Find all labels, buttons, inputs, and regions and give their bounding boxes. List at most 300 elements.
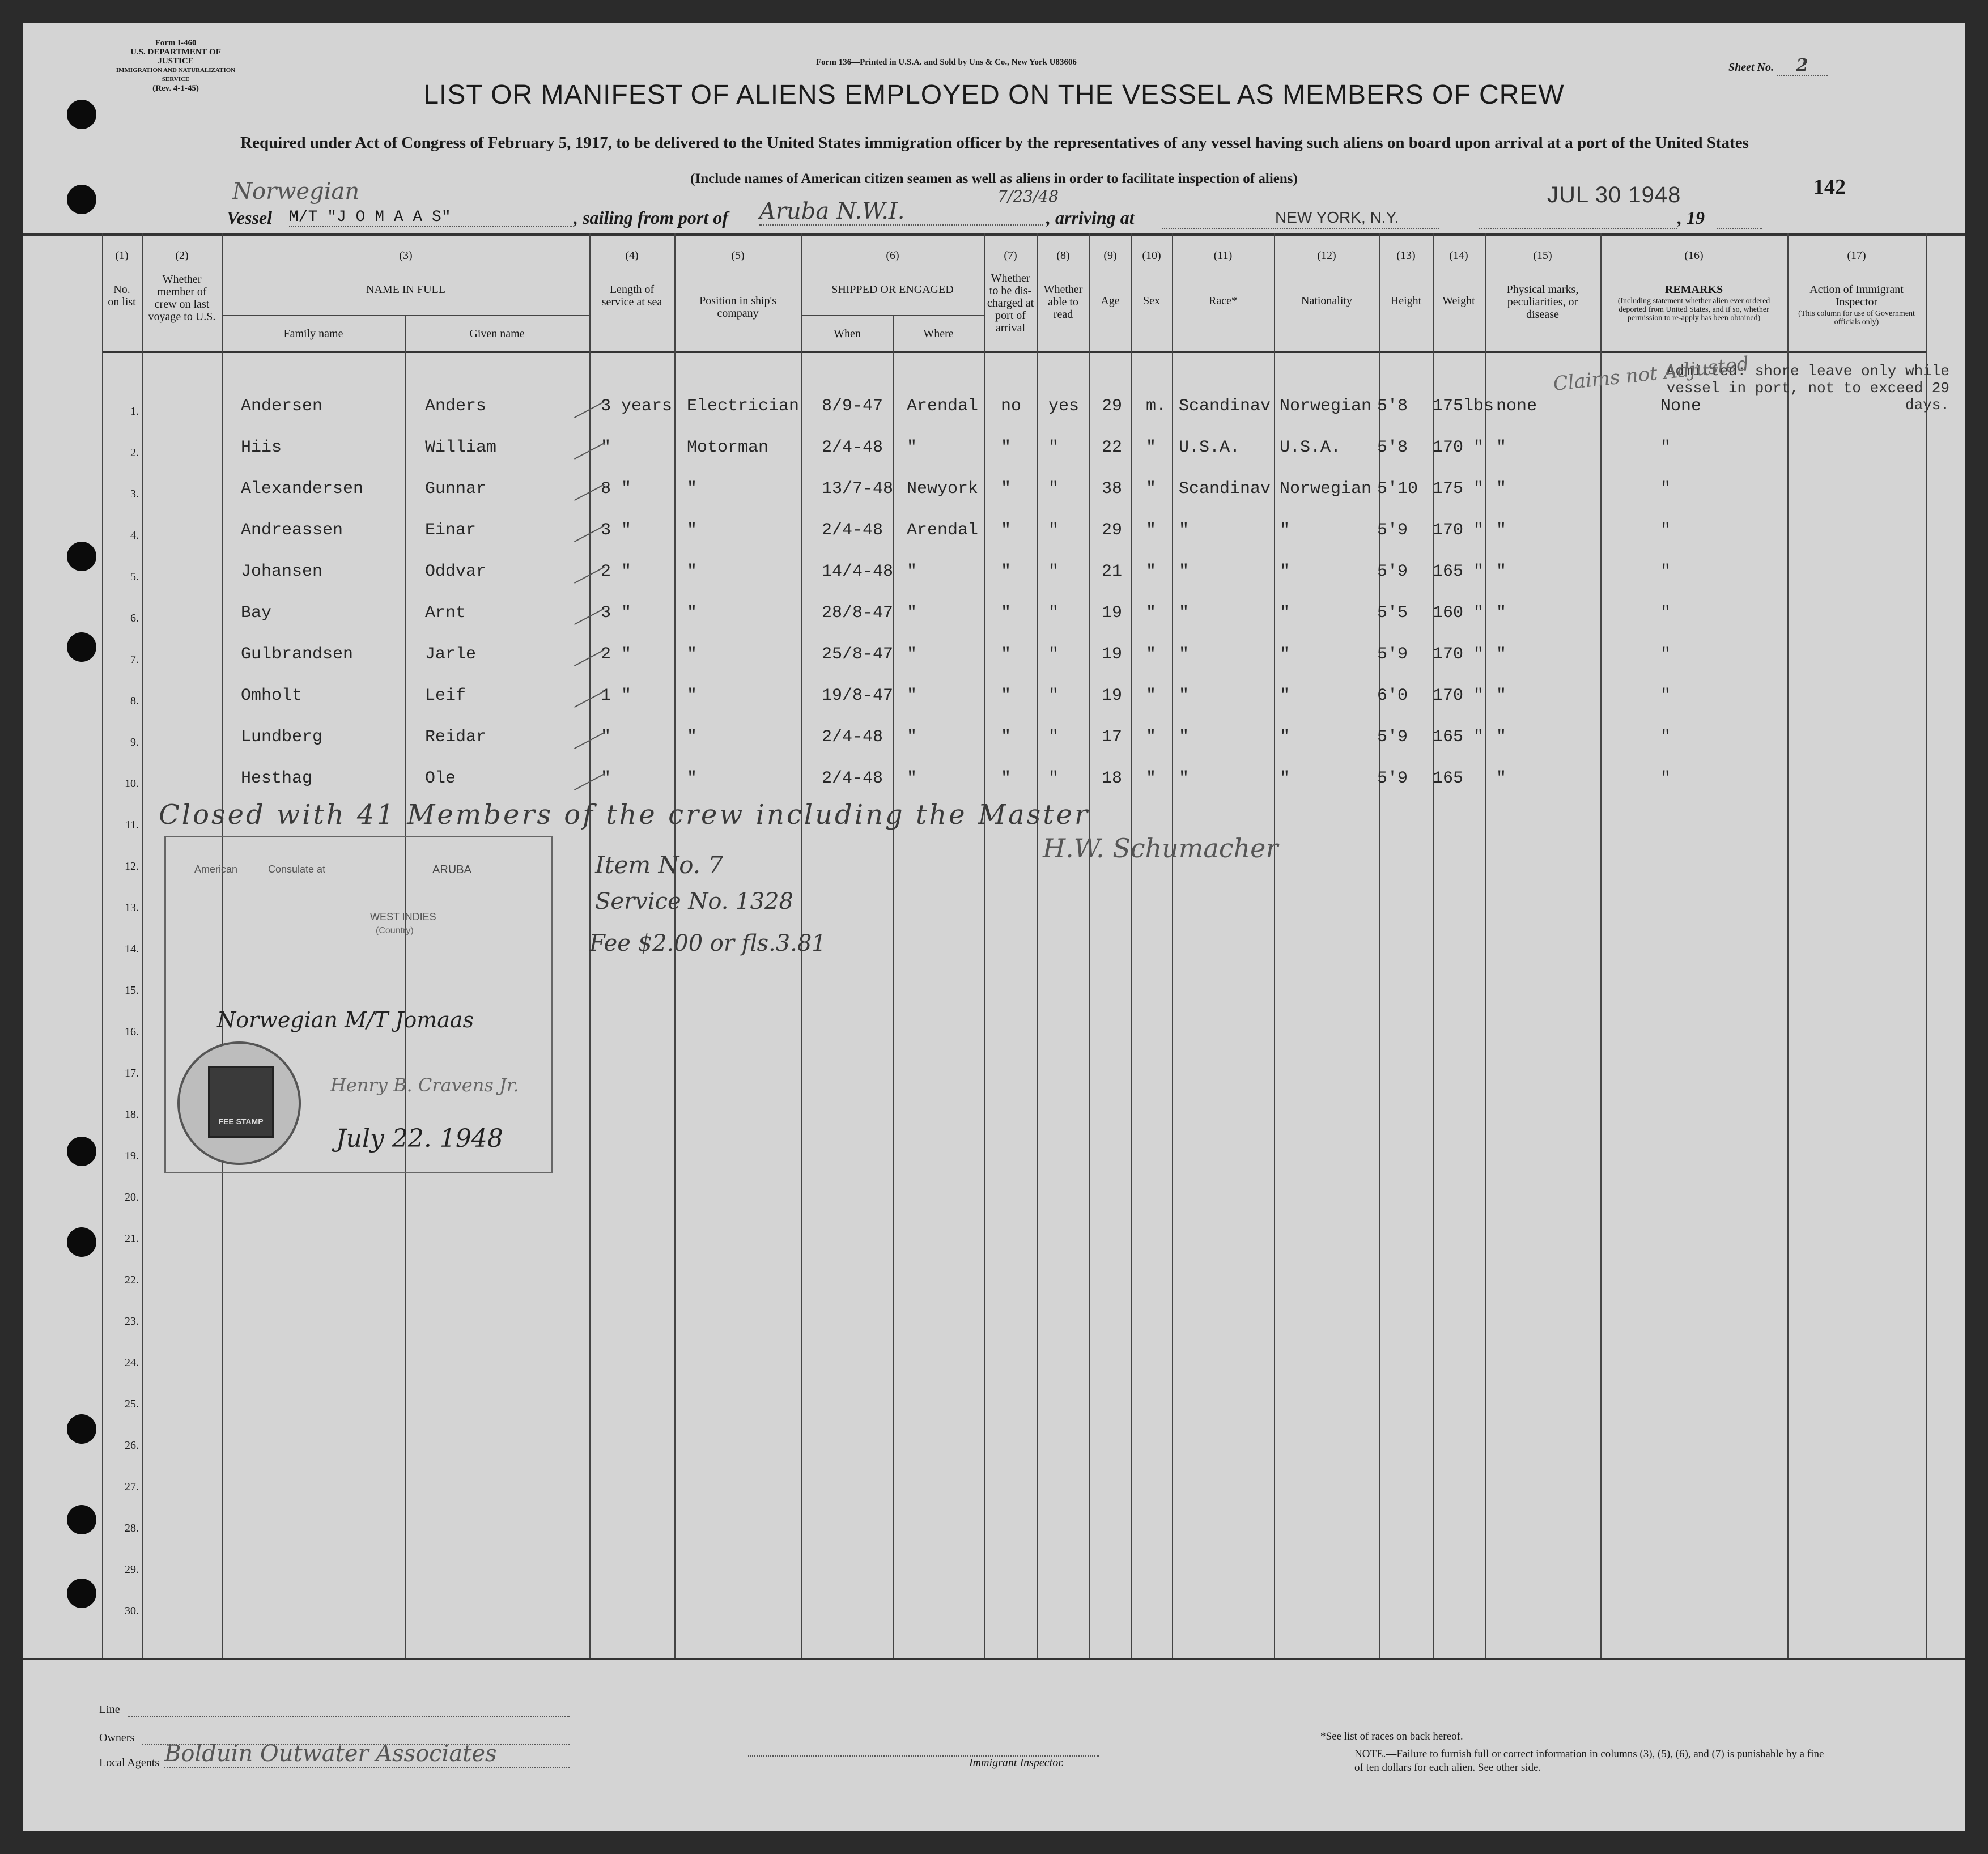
row-number: 16. <box>125 1026 139 1038</box>
crew-able-to-read: " <box>1048 728 1059 747</box>
crew-service-length: " <box>601 769 611 788</box>
header-discharged: Whether to be dis-charged at port of arrival <box>987 272 1034 334</box>
crew-family-name: Bay <box>241 603 272 623</box>
row-number: 1. <box>130 405 139 418</box>
crew-shipped-where: " <box>907 728 917 747</box>
crew-shipped-where: " <box>907 603 917 623</box>
row-number: 21. <box>125 1232 139 1245</box>
inspector-label: Immigrant Inspector. <box>969 1757 1064 1769</box>
fee-stamp-seal <box>177 1041 301 1165</box>
row-number: 7. <box>130 653 139 666</box>
crew-discharged: " <box>1001 521 1012 540</box>
sheet-number: 2 <box>1777 56 1828 76</box>
crew-given-name: William <box>425 438 497 457</box>
service-name: IMMIGRATION AND NATURALIZATION SERVICE <box>116 67 236 83</box>
row-number: 2. <box>130 447 139 459</box>
stamp-date: July 22. 1948 <box>336 1124 503 1153</box>
vessel-flag: Norwegian <box>232 178 360 205</box>
punch-hole <box>67 1137 96 1166</box>
crew-weight: 160 " <box>1433 603 1484 623</box>
crew-weight: 165 <box>1433 769 1464 788</box>
column-number: (7) <box>1004 249 1017 262</box>
crew-race: " <box>1179 562 1190 581</box>
crew-weight: 175lbs. <box>1433 397 1505 416</box>
crew-able-to-read: " <box>1048 521 1059 540</box>
column-number: (13) <box>1396 249 1416 262</box>
crew-service-length: 2 " <box>601 645 632 664</box>
crew-sex: " <box>1146 686 1157 705</box>
column-rule <box>984 233 985 1658</box>
row-number: 11. <box>125 819 139 831</box>
crew-age: 22 <box>1102 438 1123 457</box>
column-number: (9) <box>1103 249 1117 262</box>
row-number: 12. <box>125 860 139 873</box>
crew-nationality: Norwegian <box>1280 397 1372 416</box>
crew-age: 17 <box>1102 728 1123 747</box>
shipped-subheader-rule <box>801 315 984 316</box>
crew-able-to-read: " <box>1048 438 1059 457</box>
year-field <box>1717 209 1762 229</box>
crew-family-name: Andreassen <box>241 521 343 540</box>
crew-family-name: Gulbrandsen <box>241 645 354 664</box>
crew-nationality: " <box>1280 728 1290 747</box>
crew-nationality: " <box>1280 686 1290 705</box>
column-rule <box>1787 233 1789 1658</box>
header-no-on-list: No. on list <box>108 283 136 308</box>
crew-position: " <box>687 603 698 623</box>
vessel-label: Vessel <box>227 207 272 228</box>
punch-hole <box>67 1505 96 1534</box>
closed-with-note: Closed with 41 Members of the crew including the Master <box>159 799 1090 831</box>
punch-hole <box>67 632 96 662</box>
crew-discharged: " <box>1001 769 1012 788</box>
header-when: When <box>834 328 861 340</box>
header-inspector-action: Action of Immigrant Inspector <box>1809 283 1904 308</box>
crew-physical-marks: none <box>1496 397 1537 416</box>
crew-family-name: Lundberg <box>241 728 323 747</box>
crew-remarks: " <box>1660 728 1671 747</box>
row-number: 15. <box>125 984 139 997</box>
row-number: 29. <box>125 1563 139 1576</box>
form-id: Form I-460 <box>155 39 197 48</box>
crew-nationality: " <box>1280 521 1290 540</box>
header-sex: Sex <box>1143 295 1160 307</box>
row-number: 18. <box>125 1108 139 1121</box>
header-position: Position in ship's company <box>699 295 776 320</box>
crew-able-to-read: " <box>1048 645 1059 664</box>
crew-shipped-where: " <box>907 645 917 664</box>
crew-position: " <box>687 769 698 788</box>
crew-given-name: Ole <box>425 769 456 788</box>
header-remarks-detail: (Including statement whether alien ever ordered deported from United States, and if so, whether permission to re-apply has been obtained) <box>1617 297 1770 322</box>
row-number: 19. <box>125 1150 139 1162</box>
crew-race: Scandinav <box>1179 479 1271 499</box>
column-number: (12) <box>1317 249 1336 262</box>
crew-able-to-read: " <box>1048 562 1059 581</box>
fee-note: Fee $2.00 or fls.3.81 <box>589 930 826 956</box>
crew-sex: " <box>1146 521 1157 540</box>
row-number: 17. <box>125 1067 139 1079</box>
crew-nationality: " <box>1280 769 1290 788</box>
header-where: Where <box>923 328 954 340</box>
crew-height: 6'0 <box>1377 686 1408 705</box>
crew-shipped-when: 2/4-48 <box>822 438 883 457</box>
table-bottom-rule <box>23 1658 1965 1660</box>
remarks-handwritten-annotation: Claims not Adjusted <box>1552 352 1751 396</box>
penalty-note: NOTE.—Failure to furnish full or correct information in columns (3), (5), (6), and (7) is punishable by a fine of ten dollars for each alien. See other side. <box>1354 1748 1824 1774</box>
stamp-vessel: Norwegian M/T Jomaas <box>217 1007 474 1032</box>
crew-weight: 170 " <box>1433 686 1484 705</box>
subtitle-note: (Include names of American citizen seamen as well as aliens in order to facilitate inspection of aliens) <box>690 171 1298 186</box>
crew-discharged: " <box>1001 479 1012 499</box>
date-stamp: JUL 30 1948 <box>1547 182 1681 207</box>
crew-service-length: " <box>601 728 611 747</box>
header-race: Race* <box>1209 295 1237 307</box>
crew-age: 19 <box>1102 645 1123 664</box>
crew-shipped-when: 14/4-48 <box>822 562 894 581</box>
crew-service-length: 8 " <box>601 479 632 499</box>
sheet-number-block <box>1728 56 1828 76</box>
header-name-in-full: NAME IN FULL <box>366 283 445 296</box>
crew-race: " <box>1179 521 1190 540</box>
column-number: (1) <box>115 249 129 262</box>
crew-family-name: Omholt <box>241 686 303 705</box>
crew-shipped-where: " <box>907 686 917 705</box>
crew-weight: 165 " <box>1433 728 1484 747</box>
crew-remarks: " <box>1660 521 1671 540</box>
consular-stamp <box>164 836 553 1173</box>
crew-remarks: " <box>1660 603 1671 623</box>
crew-shipped-when: 2/4-48 <box>822 769 883 788</box>
crew-physical-marks: " <box>1496 603 1507 623</box>
crew-physical-marks: " <box>1496 521 1507 540</box>
crew-position: " <box>687 521 698 540</box>
crew-service-length: 1 " <box>601 686 632 705</box>
crew-race: " <box>1179 728 1190 747</box>
row-number: 25. <box>125 1398 139 1410</box>
crew-given-name: Einar <box>425 521 477 540</box>
crew-service-length: 3 years <box>601 397 673 416</box>
crew-sex: " <box>1146 603 1157 623</box>
race-note: *See list of races on back hereof. <box>1320 1730 1463 1742</box>
crew-physical-marks: " <box>1496 479 1507 499</box>
revision: (Rev. 4-1-45) <box>152 84 199 93</box>
crew-shipped-where: " <box>907 438 917 457</box>
crew-service-length: 3 " <box>601 521 632 540</box>
row-number: 27. <box>125 1481 139 1493</box>
crew-shipped-when: 19/8-47 <box>822 686 894 705</box>
crew-given-name: Gunnar <box>425 479 487 499</box>
crew-given-name: Jarle <box>425 645 477 664</box>
arrival-port: NEW YORK, N.Y. <box>1275 209 1399 226</box>
sailing-port: Aruba N.W.I. <box>759 198 1043 226</box>
footer-owners-label: Owners <box>99 1732 135 1744</box>
column-rule <box>1089 233 1090 1658</box>
column-number: (4) <box>625 249 639 262</box>
header-height: Height <box>1390 295 1422 307</box>
header-shipped-engaged: SHIPPED OR ENGAGED <box>831 283 954 296</box>
footer-agents-label: Local Agents <box>99 1757 160 1769</box>
crew-race: " <box>1179 645 1190 664</box>
crew-sex: " <box>1146 645 1157 664</box>
crew-shipped-where: " <box>907 562 917 581</box>
row-number: 9. <box>130 736 139 749</box>
crew-nationality: " <box>1280 603 1290 623</box>
crew-family-name: Andersen <box>241 397 323 416</box>
crew-nationality: " <box>1280 645 1290 664</box>
header-length-of-service: Length of service at sea <box>601 283 662 308</box>
crew-discharged: " <box>1001 562 1012 581</box>
header-age: Age <box>1101 295 1120 307</box>
crew-physical-marks: " <box>1496 645 1507 664</box>
crew-position: " <box>687 562 698 581</box>
column-rule <box>1485 233 1486 1658</box>
header-remarks: REMARKS <box>1664 283 1723 296</box>
row-number: 8. <box>130 695 139 707</box>
column-number: (14) <box>1449 249 1468 262</box>
printer-note: Form 136—Printed in U.S.A. and Sold by Uns & Co., New York U83606 <box>816 58 1077 67</box>
crew-weight: 170 " <box>1433 521 1484 540</box>
crew-age: 29 <box>1102 521 1123 540</box>
crew-height: 5'10 <box>1377 479 1418 499</box>
crew-position: " <box>687 479 698 499</box>
column-number: (5) <box>731 249 745 262</box>
stamp-city: ARUBA <box>432 864 471 876</box>
crew-height: 5'5 <box>1377 603 1408 623</box>
column-number: (11) <box>1213 249 1233 262</box>
column-rule <box>1600 233 1602 1658</box>
crew-position: " <box>687 645 698 664</box>
crew-discharged: " <box>1001 645 1012 664</box>
column-rule <box>1274 233 1275 1658</box>
item-number: Item No. 7 <box>595 851 724 879</box>
column-number: (16) <box>1684 249 1704 262</box>
column-number: (8) <box>1056 249 1070 262</box>
crew-service-length: 2 " <box>601 562 632 581</box>
column-number: (3) <box>399 249 413 262</box>
crew-shipped-where: Newyork <box>907 479 979 499</box>
stamp-country: WEST INDIES <box>370 911 436 922</box>
crew-height: 5'9 <box>1377 645 1408 664</box>
sailing-label: , sailing from port of <box>574 207 728 228</box>
arrival-port-field <box>1162 209 1439 229</box>
crew-height: 5'8 <box>1377 438 1408 457</box>
crew-race: Scandinav <box>1179 397 1271 416</box>
crew-given-name: Anders <box>425 397 487 416</box>
column-rule <box>102 233 103 1658</box>
column-rule <box>1131 233 1132 1658</box>
crew-sex: " <box>1146 562 1157 581</box>
crew-remarks: None <box>1660 397 1702 416</box>
crew-shipped-when: 2/4-48 <box>822 521 883 540</box>
header-physical-marks: Physical marks, peculiarities, or disease <box>1506 283 1579 321</box>
crew-physical-marks: " <box>1496 769 1507 788</box>
crew-remarks: " <box>1660 438 1671 457</box>
row-number: 3. <box>130 488 139 500</box>
service-number: Service No. 1328 <box>595 888 793 915</box>
crew-discharged: " <box>1001 603 1012 623</box>
arriving-label: , arriving at <box>1046 207 1135 228</box>
column-number: (6) <box>886 249 899 262</box>
footer-line-label: Line <box>99 1703 120 1716</box>
fee-stamp-label: FEE STAMP <box>218 1117 264 1126</box>
row-number: 14. <box>125 943 139 955</box>
crew-physical-marks: " <box>1496 562 1507 581</box>
header-nationality: Nationality <box>1301 295 1352 307</box>
row-number: 23. <box>125 1315 139 1328</box>
column-rule <box>893 315 894 1658</box>
header-given-name: Given name <box>469 328 525 340</box>
consul-signature: Henry B. Cravens Jr. <box>330 1074 519 1096</box>
crew-race: " <box>1179 769 1190 788</box>
punch-hole <box>67 542 96 571</box>
crew-weight: 170 " <box>1433 645 1484 664</box>
row-number: 20. <box>125 1191 139 1204</box>
crew-physical-marks: " <box>1496 438 1507 457</box>
row-number: 28. <box>125 1522 139 1534</box>
crew-remarks: " <box>1660 479 1671 499</box>
sheet-label: Sheet No. <box>1728 61 1774 74</box>
header-weight: Weight <box>1442 295 1475 307</box>
crew-family-name: Johansen <box>241 562 323 581</box>
crew-physical-marks: " <box>1496 686 1507 705</box>
punch-hole <box>67 185 96 214</box>
crew-remarks: " <box>1660 562 1671 581</box>
header-able-to-read: Whether able to read <box>1043 283 1083 321</box>
crew-nationality: " <box>1280 562 1290 581</box>
crew-race: " <box>1179 603 1190 623</box>
punch-hole <box>67 1579 96 1608</box>
row-number: 24. <box>125 1357 139 1369</box>
crew-family-name: Hiis <box>241 438 282 457</box>
date-field <box>1479 209 1677 229</box>
crew-discharged: no <box>1001 397 1022 416</box>
crew-sex: " <box>1146 728 1157 747</box>
fee-stamp-icon <box>208 1066 274 1138</box>
crew-remarks: " <box>1660 769 1671 788</box>
inspector-signature-field <box>748 1745 1099 1757</box>
table-top-rule <box>23 233 1965 236</box>
crew-age: 19 <box>1102 686 1123 705</box>
header-last-voyage: Whether member of crew on last voyage to U.S. <box>148 273 216 323</box>
crew-position: " <box>687 728 698 747</box>
punch-hole <box>67 1414 96 1444</box>
crew-shipped-when: 2/4-48 <box>822 728 883 747</box>
crew-weight: 165 " <box>1433 562 1484 581</box>
crew-shipped-when: 28/8-47 <box>822 603 894 623</box>
column-rule <box>1172 233 1173 1658</box>
year-label: , 19 <box>1677 207 1705 228</box>
departure-date: 7/23/48 <box>997 187 1059 206</box>
crew-weight: 170 " <box>1433 438 1484 457</box>
row-number: 22. <box>125 1274 139 1286</box>
crew-position: Motorman <box>687 438 769 457</box>
row-number: 13. <box>125 902 139 914</box>
crew-sex: " <box>1146 438 1157 457</box>
column-rule <box>1926 233 1927 1658</box>
crew-age: 29 <box>1102 397 1123 416</box>
crew-service-length: 3 " <box>601 603 632 623</box>
crew-able-to-read: " <box>1048 479 1059 499</box>
crew-sex: " <box>1146 769 1157 788</box>
crew-height: 5'9 <box>1377 769 1408 788</box>
crew-age: 21 <box>1102 562 1123 581</box>
master-signature: H.W. Schumacher <box>1043 833 1278 864</box>
column-rule <box>142 233 143 1658</box>
crew-able-to-read: " <box>1048 769 1059 788</box>
crew-physical-marks: " <box>1496 728 1507 747</box>
crew-shipped-when: 13/7-48 <box>822 479 894 499</box>
crew-shipped-where: Arendal <box>907 397 979 416</box>
header-family-name: Family name <box>283 328 343 340</box>
crew-given-name: Reidar <box>425 728 487 747</box>
crew-position: Electrician <box>687 397 800 416</box>
crew-able-to-read: " <box>1048 603 1059 623</box>
crew-height: 5'9 <box>1377 521 1408 540</box>
vessel-name: M/T "J O M A A S" <box>289 209 572 227</box>
crew-given-name: Oddvar <box>425 562 487 581</box>
crew-race: U.S.A. <box>1179 438 1241 457</box>
crew-given-name: Leif <box>425 686 466 705</box>
crew-position: " <box>687 686 698 705</box>
stamp-line-consulate: Consulate at <box>268 864 326 875</box>
stamp-line-american: American <box>194 864 238 875</box>
page-number: 142 <box>1813 175 1846 199</box>
crew-height: 5'9 <box>1377 562 1408 581</box>
crew-race: " <box>1179 686 1190 705</box>
crew-family-name: Hesthag <box>241 769 313 788</box>
remarks-typed-annotation: Admitted: shore leave only while vessel in port, not to exceed 29 days. <box>1666 363 1949 414</box>
row-number: 10. <box>125 777 139 790</box>
crew-able-to-read: yes <box>1048 397 1080 416</box>
row-number: 5. <box>130 571 139 583</box>
crew-discharged: " <box>1001 728 1012 747</box>
crew-sex: " <box>1146 479 1157 499</box>
name-subheader-rule <box>222 315 589 316</box>
row-number: 4. <box>130 529 139 542</box>
crew-age: 38 <box>1102 479 1123 499</box>
footer-line-field <box>128 1706 570 1717</box>
footer-agents-value: Bolduin Outwater Associates <box>164 1741 570 1768</box>
crew-age: 18 <box>1102 769 1123 788</box>
stamp-country-label: (Country) <box>376 926 414 935</box>
header-inspector-detail: (This column for use of Government officials only) <box>1798 309 1915 326</box>
column-number: (10) <box>1142 249 1161 262</box>
column-number: (17) <box>1847 249 1866 262</box>
crew-shipped-where: " <box>907 769 917 788</box>
crew-discharged: " <box>1001 686 1012 705</box>
crew-nationality: Norwegian <box>1280 479 1372 499</box>
department: U.S. DEPARTMENT OF JUSTICE <box>130 48 221 66</box>
crew-height: 5'8 <box>1377 397 1408 416</box>
crew-age: 19 <box>1102 603 1123 623</box>
crew-remarks: " <box>1660 686 1671 705</box>
crew-height: 5'9 <box>1377 728 1408 747</box>
subtitle: Required under Act of Congress of February 5, 1917, to be delivered to the United States immigration officer by the representatives of any vessel having such aliens on board upon arrival at a port of the United States <box>240 134 1749 152</box>
punch-hole <box>67 1227 96 1257</box>
crew-discharged: " <box>1001 438 1012 457</box>
crew-shipped-when: 8/9-47 <box>822 397 883 416</box>
table-header-rule <box>102 351 1927 353</box>
row-number: 6. <box>130 612 139 624</box>
row-number: 26. <box>125 1439 139 1452</box>
crew-remarks: " <box>1660 645 1671 664</box>
crew-sex: m. <box>1146 397 1167 416</box>
crew-nationality: U.S.A. <box>1280 438 1341 457</box>
row-number: 30. <box>125 1605 139 1617</box>
page-title: LIST OR MANIFEST OF ALIENS EMPLOYED ON THE VESSEL AS MEMBERS OF CREW <box>423 80 1565 110</box>
crew-shipped-where: Arendal <box>907 521 979 540</box>
